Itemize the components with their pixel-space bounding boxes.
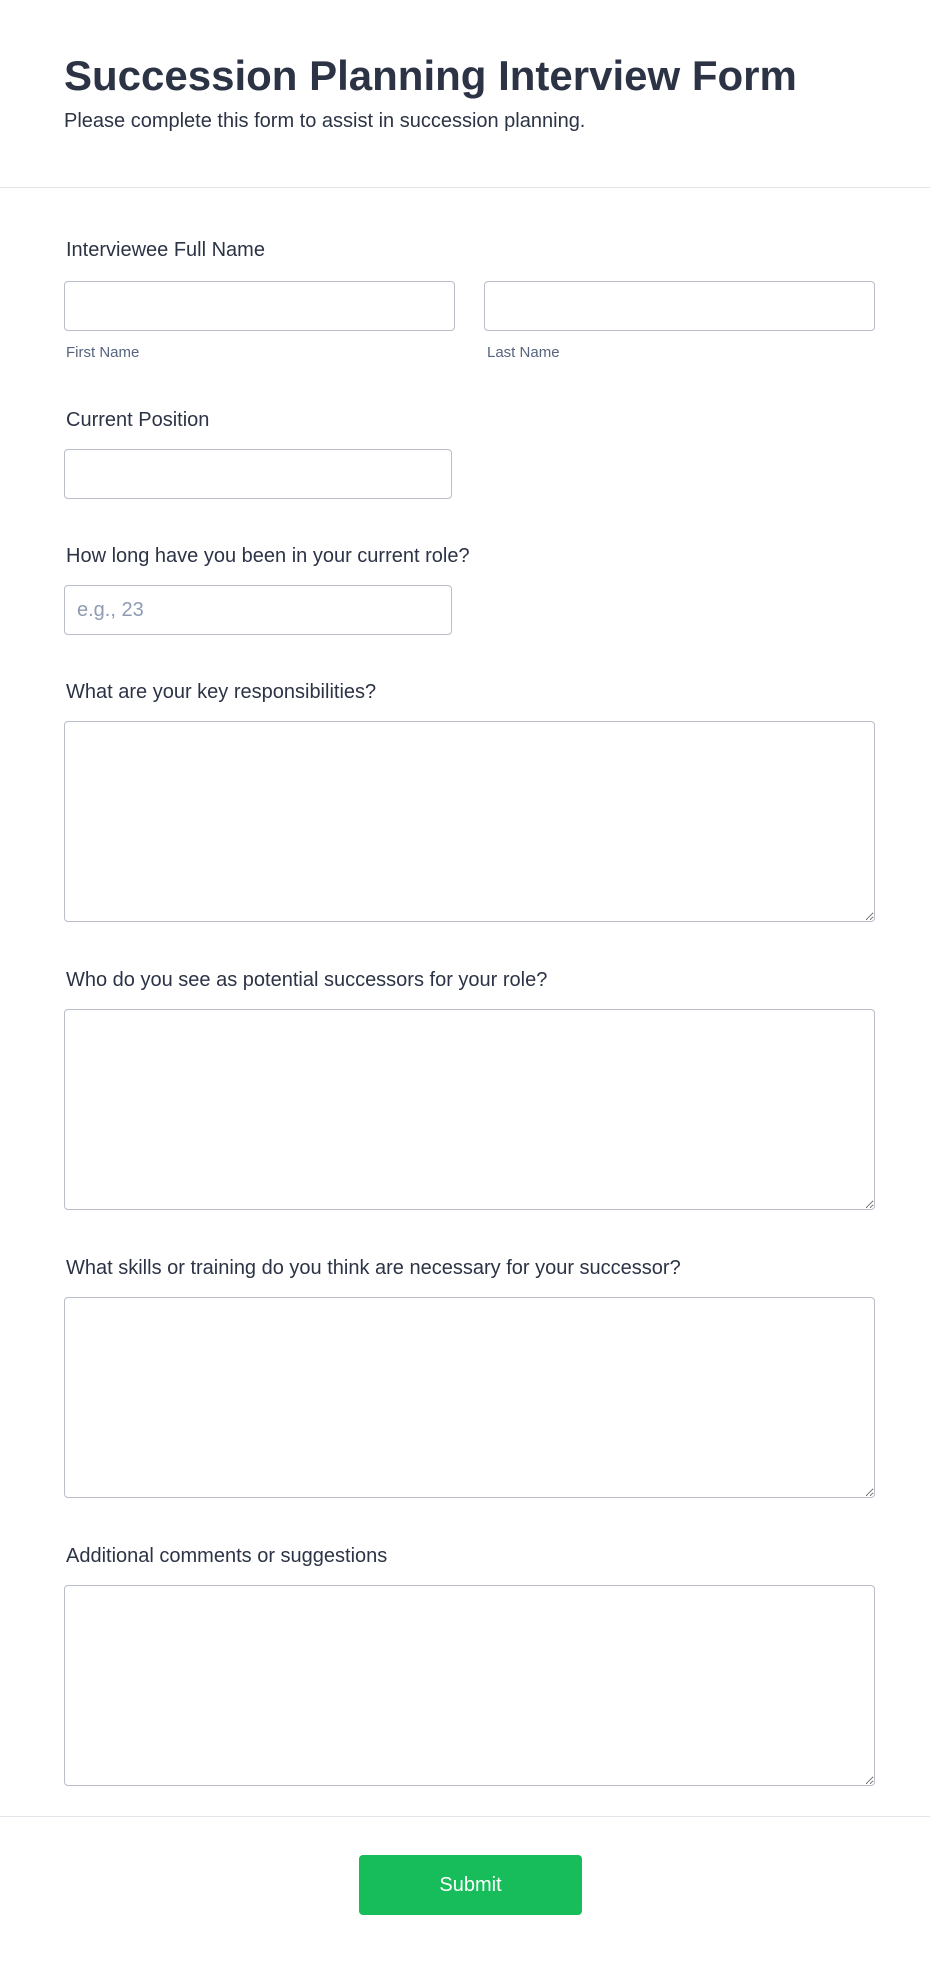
potential-successors-label: Who do you see as potential successors for your role? — [66, 969, 548, 991]
current-position-label: Current Position — [66, 409, 210, 431]
skills-training-textarea[interactable] — [64, 1297, 875, 1498]
full-name-label: Interviewee Full Name — [66, 239, 265, 261]
first-name-sublabel: First Name — [66, 344, 140, 361]
submit-button[interactable]: Submit — [359, 1855, 582, 1915]
first-name-input[interactable] — [64, 281, 455, 331]
key-responsibilities-label: What are your key responsibilities? — [66, 681, 377, 703]
current-position-input[interactable] — [64, 449, 452, 499]
potential-successors-textarea[interactable] — [64, 1009, 875, 1210]
footer-divider — [0, 1816, 930, 1817]
key-responsibilities-textarea[interactable] — [64, 721, 875, 922]
time-in-role-label: How long have you been in your current role? — [66, 545, 470, 567]
last-name-sublabel: Last Name — [487, 344, 560, 361]
form-header — [0, 0, 930, 188]
skills-training-label: What skills or training do you think are necessary for your successor? — [66, 1257, 681, 1279]
last-name-input[interactable] — [484, 281, 875, 331]
page-title: Succession Planning Interview Form — [64, 52, 797, 99]
additional-comments-textarea[interactable] — [64, 1585, 875, 1786]
additional-comments-label: Additional comments or suggestions — [66, 1545, 388, 1567]
time-in-role-input[interactable] — [64, 585, 452, 635]
page-subtitle: Please complete this form to assist in succession planning. — [64, 110, 586, 132]
